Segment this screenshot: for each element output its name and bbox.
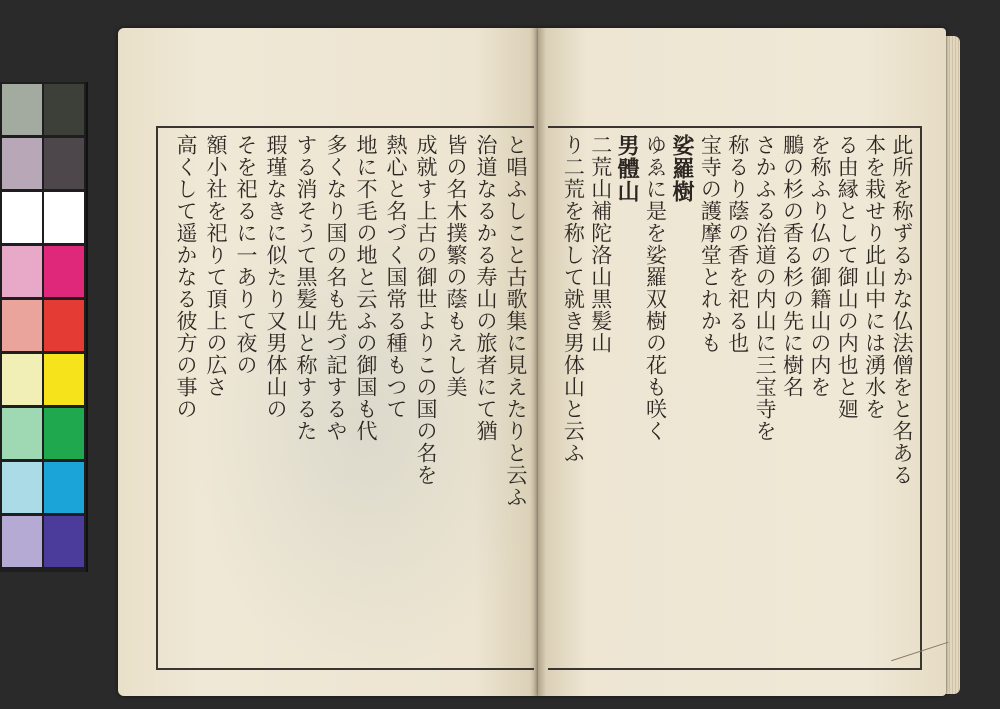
- text-column: 二荒山補陀洛山黒髪山: [588, 134, 613, 354]
- color-swatch: [44, 246, 84, 297]
- text-column: 本を栽せり此山中には湧水を: [862, 134, 887, 420]
- text-column: 宝寺の護摩堂とれかも: [698, 134, 723, 354]
- color-swatch: [2, 138, 42, 189]
- color-swatch: [2, 192, 42, 243]
- text-column: 男體山: [614, 134, 641, 203]
- text-column: 娑羅樹: [668, 134, 695, 203]
- text-column: 治道なるかる寿山の旅者にて猶: [474, 134, 498, 442]
- text-column: 額小社を祀りて頂上の広さ: [204, 134, 228, 398]
- text-column: 称るり蔭の香を祀る也: [725, 134, 750, 354]
- color-swatch: [44, 84, 84, 135]
- text-column: 瑕瑾なきに似たり又男体山の: [264, 134, 288, 420]
- text-column: と唱ふしこと古歌集に見えたりと云ふ: [504, 134, 528, 508]
- color-swatch: [44, 138, 84, 189]
- text-column: 此所を称ずるかな仏法僧をと名ある: [890, 134, 914, 486]
- color-swatch: [2, 516, 42, 567]
- color-swatch: [2, 462, 42, 513]
- color-swatch: [44, 516, 84, 567]
- color-swatch: [44, 408, 84, 459]
- text-column: 熱心と名づく国常る種もつて: [384, 134, 408, 420]
- text-column: 多くなり国の名も先づ記するや: [324, 134, 348, 442]
- text-column: 高くして遥かなる彼方の事の: [174, 134, 198, 420]
- text-column: り二荒を称して就き男体山と云ふ: [561, 134, 586, 464]
- left-text-frame: [156, 126, 534, 670]
- text-column: さかふる治道の内山に三宝寺を: [753, 134, 778, 442]
- text-column: 地に不毛の地と云ふの御国も代: [354, 134, 378, 442]
- color-swatch: [44, 300, 84, 351]
- right-text-frame: [548, 126, 922, 670]
- color-swatch: [44, 354, 84, 405]
- text-column: ゆゑに是を娑羅双樹の花も咲く: [643, 134, 668, 442]
- text-column: を称ふり仏の御籍山の内を: [807, 134, 832, 398]
- text-column: 成就す上古の御世よりこの国の名を: [414, 134, 438, 486]
- text-column: 皆の名木撲繁の蔭もえし美: [444, 134, 468, 398]
- open-book: [118, 28, 958, 696]
- color-swatch: [2, 300, 42, 351]
- text-column: る由縁として御山の内也と廻: [835, 134, 860, 420]
- color-checker-card: [0, 82, 88, 572]
- text-column: 鵬の杉の香る杉の先に樹名: [780, 134, 805, 398]
- color-swatch: [2, 408, 42, 459]
- color-swatch: [2, 84, 42, 135]
- text-column: そを祀るに一ありて夜の: [234, 134, 258, 376]
- color-swatch: [2, 354, 42, 405]
- text-column: する消そうて黒髪山と称するた: [294, 134, 318, 442]
- color-swatch: [2, 246, 42, 297]
- color-swatch: [44, 192, 84, 243]
- color-swatch: [44, 462, 84, 513]
